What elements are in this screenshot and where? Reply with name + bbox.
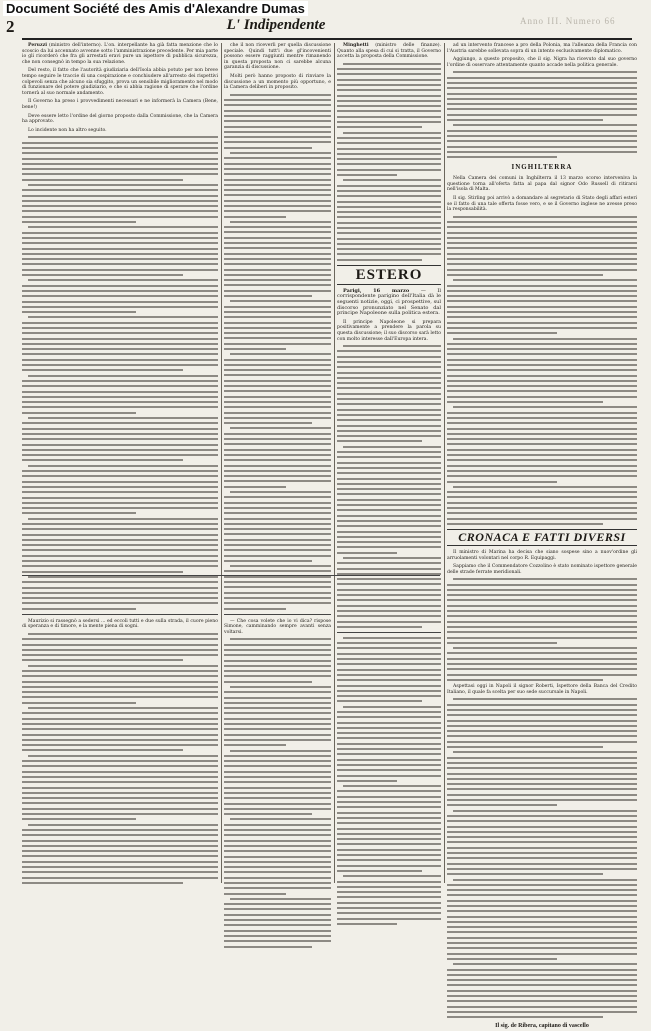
section-rule bbox=[224, 614, 331, 615]
speaker-name: Minghetti bbox=[343, 43, 369, 48]
text-block bbox=[447, 71, 637, 158]
column-rule bbox=[221, 43, 222, 883]
section-rule bbox=[22, 614, 218, 615]
paragraph-text: (ministro dell'interno). L'on. interpellante ha già fatta menzione che lo scoscio da lui accennato avvenne sotto l'amministrazione precedente. Per mia parte io gli ricorderò che fra gli arrestati eravi pure un ispettore di pubblica sicurezza, che non consegnò in tempo la sua relazione. bbox=[22, 43, 218, 65]
paragraph bbox=[337, 43, 441, 60]
text-block bbox=[337, 637, 441, 925]
serial-paragraph: Maurizio si rassegnò a sedersi ... ed eccoli tutti e due sulla strada, il cuore pieno di speranza e di timore, e la mente piena di sogni. bbox=[22, 618, 218, 630]
column-rule bbox=[334, 43, 335, 883]
paragraph: Nella Camera dei comuni in Inghilterra il 13 marzo scorso interveniva la questione torna all'oferta fatta al papa dal signor Odo Russell di ritirarsi nell'isola di Malta. bbox=[447, 176, 637, 193]
dateline-city: Parigi, bbox=[343, 287, 362, 294]
column-4 bbox=[447, 43, 637, 1030]
text-block bbox=[447, 578, 637, 681]
paragraph: Aspettasi oggi in Napoli il signor Roberti, Ispettore della Banca del Credito Italiano, il quale fa scelta per suo sede succursale in Napoli. bbox=[447, 684, 637, 695]
column-1 bbox=[22, 43, 218, 883]
text-block bbox=[22, 136, 218, 609]
watermark-label: Document Société des Amis d'Alexandre Dumas bbox=[3, 1, 308, 16]
paragraph: Aggiungo, a questo proposito, che il sig. Nigra ha ricevuto dal suo governo l'ordine di osservare attentamente quanto accade nella politica generale. bbox=[447, 57, 637, 68]
page-number: 2 bbox=[6, 17, 15, 36]
serial-paragraph: — Che cosa volete che io vi dica? rispose Simone, camminando sempre avanti senza voltarsi. bbox=[224, 618, 331, 635]
newspaper-title: L' Indipendente bbox=[226, 17, 326, 33]
section-heading-inghilterra: INGHILTERRA bbox=[511, 163, 573, 172]
section-subheading: Il sig. de Ribera, capitano di vascello bbox=[495, 1023, 589, 1030]
text-block bbox=[337, 345, 441, 628]
text-block bbox=[224, 638, 331, 947]
paragraph: Lo incidente non ha altro seguito. bbox=[28, 127, 107, 133]
paragraph: Il ministro di Marina ha decisa che siano sospese sino a nuov'ordine gli arruolamenti volontari nel corpo R. Equipaggi. bbox=[447, 549, 637, 561]
paragraph-text: (ministro delle finanze). Quanto alla spesa di cui si tratta, il Governo accetta la proposta della Commissione. bbox=[337, 43, 441, 60]
paragraph: Deve essere letto l'ordine del giorno proposto dalla Commissione, che la Camera ha approvato. bbox=[22, 113, 218, 125]
paragraph: Molti però hanno proposto di rinviare la discussione a un momento più opportuno, e la Camera deliberi in proposito. bbox=[224, 73, 331, 91]
paragraph: Il sig. Stirling poi arrivò a domandare al segretario di Stato degli affari esteri se il fatto di una tale offerta fosse vero, e se il Governo inglese ne avesse preso la responsabilità. bbox=[447, 195, 637, 213]
text-block bbox=[337, 63, 441, 261]
text-block bbox=[447, 216, 637, 525]
section-rule bbox=[337, 632, 441, 633]
bleed-through-text: Anno III. Numero 66 bbox=[520, 16, 616, 26]
header-rule bbox=[22, 38, 632, 40]
paragraph: Sappiamo che il Commendatore Cozzolino è stato nominato ispettore generale delle strade ferrate meridionali. bbox=[447, 564, 637, 575]
paragraph-text: Il corrispondente parigino dell'Italia dà le seguenti notizie, oggi, ci prospettive, sul discorso pronunziato nel Senato dal principe Napoleone sulla politica estera. bbox=[337, 287, 441, 317]
text-block bbox=[224, 94, 331, 610]
section-heading-cronaca: CRONACA E FATTI DIVERSI bbox=[447, 529, 637, 546]
paragraph: che il non riceverli per quella discussione speciale. Quindi tutt'i due gl'incovenienti possono essere raggiunti mentre rimanendo in questa proposta non ci sarebbe alcuna garanzia di discussione. bbox=[224, 43, 331, 71]
column-2 bbox=[224, 43, 331, 883]
dateline-paragraph: Parigi, 16 marzo — Il corrispondente parigino dell'Italia dà le seguenti notizie, oggi, ci prospettive, sul discorso pronunziato nel Senato dal principe Napoleone sulla politica estera. bbox=[337, 287, 441, 317]
text-block bbox=[22, 633, 218, 884]
paragraph bbox=[22, 43, 218, 65]
dateline-date: 16 marzo bbox=[373, 287, 410, 294]
masthead bbox=[6, 17, 366, 37]
paragraph: Del resto, il fatto che l'autorità giudiziaria dell'Isola abbia potuto per non breve tempo seguire le traccie di una cospirazione e conchiudere all'arresto dei rispettivi colpevoli senza che alcuno sia sfuggito, prova un sensibile miglioramento nel modo di funzionare del potere giudiziario, e che si abbia ragione di sperare che l'ordine tornerà al suo normale andamento. bbox=[22, 68, 218, 96]
section-heading-estero: ESTERO bbox=[337, 265, 441, 285]
paragraph: ad un intervento francese a pro della Polonia, ma l'alleanza della Francia con l'Austria sarebbe sollevata sopra di un intento esclusivamente diplomatico. bbox=[447, 43, 637, 54]
column-3 bbox=[337, 43, 441, 883]
column-rule bbox=[444, 43, 445, 883]
paragraph: Il Governo ha preso i provvedimenti necessari e ne informerà la Camera (Bene, bene!) bbox=[22, 99, 218, 110]
text-block bbox=[447, 698, 637, 1018]
speaker-name: Peruzzi bbox=[28, 43, 47, 48]
feuilleton-rule bbox=[22, 575, 440, 576]
paragraph: Il principe Napoleone si prepara positivamente a prendere la parola su questa discussione; il suo discorso sarà letto con molto interesse dall'Europa intera. bbox=[337, 319, 441, 342]
